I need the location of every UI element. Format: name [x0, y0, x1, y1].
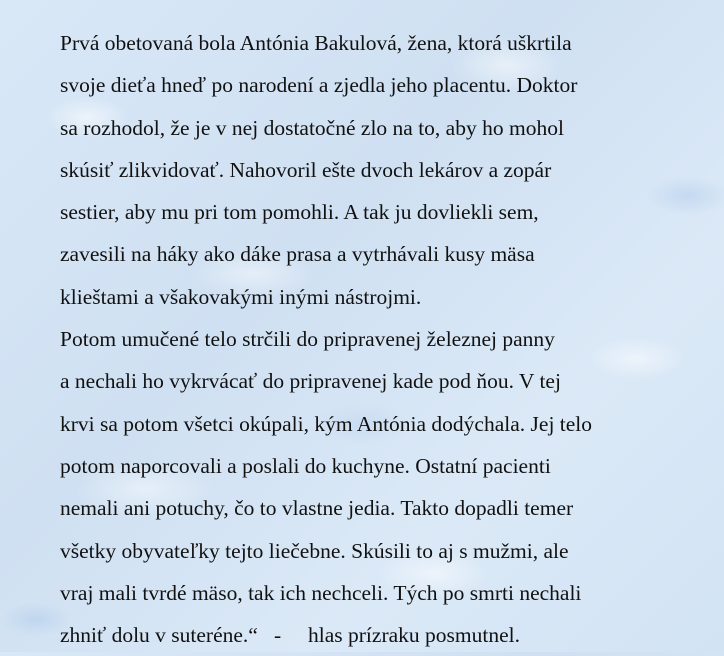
text-line: a nechali ho vykrvácať do pripravenej kade pod ňou. V tej	[60, 369, 561, 394]
text-line: nemali ani potuchy, čo to vlastne jedia. Takto dopadli temer	[60, 496, 574, 521]
text-line: Potom umučené telo strčili do pripravenej železnej panny	[60, 327, 555, 352]
text-line: skúsiť zlikvidovať. Nahovoril ešte dvoch lekárov a zopár	[60, 157, 552, 182]
text-line: zavesili na háky ako dáke prasa a vytrhávali kusy mäsa	[60, 242, 535, 267]
text-line: potom naporcovali a poslali do kuchyne. Ostatní pacienti	[60, 453, 551, 478]
text-line: sestier, aby mu pri tom pomohli. A tak ju dovliekli sem,	[60, 200, 539, 225]
text-line: vraj mali tvrdé mäso, tak ich nechceli. Tých po smrti nechali	[60, 580, 582, 605]
text-line: svoje dieťa hneď po narodení a zjedla jeho placentu. Doktor	[60, 73, 578, 98]
text-line: všetky obyvateľky tejto liečebne. Skúsili to aj s mužmi, ale	[60, 538, 569, 563]
text-line: krvi sa potom všetci okúpali, kým Antónia dodýchala. Jej telo	[60, 411, 593, 436]
text-line: klieštami a všakovakými inými nástrojmi.	[60, 284, 422, 309]
text-line: sa rozhodol, že je v nej dostatočné zlo na to, aby ho mohol	[60, 115, 564, 140]
text-line: zhniť dolu v suteréne.“ - hlas prízraku posmutnel.	[60, 623, 520, 648]
text-line: Prvá obetovaná bola Antónia Bakulová, žena, ktorá uškrtila	[60, 31, 572, 55]
story-text-block	[60, 22, 700, 656]
